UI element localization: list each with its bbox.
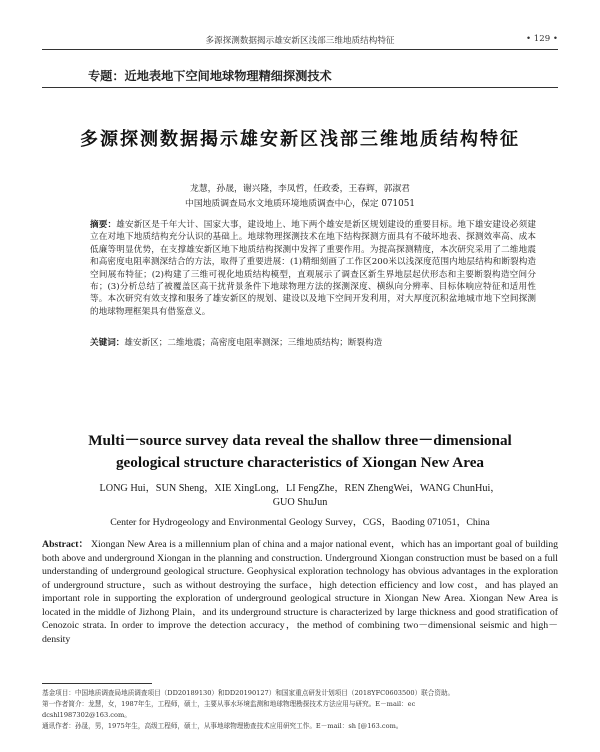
en-title <box>60 430 540 474</box>
cn-abstract <box>90 219 536 318</box>
cn-authors: 龙慧，孙晟，谢兴隆，李凤哲，任政委，王春辉，郭淑君 <box>190 184 410 194</box>
en-authors-line1: LONG Hui，SUN Sheng，XIE XingLong，LI FengZhe，REN ZhengWei，WANG ChunHui， <box>99 483 501 494</box>
cn-keywords-text: 雄安新区；二维地震；高密度电阻率测深；三维地质结构；断裂构造 <box>124 338 383 348</box>
en-authors-line2: GUO ShuJun <box>272 497 328 508</box>
cn-title: 多源探测数据揭示雄安新区浅部三维地质结构特征 <box>80 129 520 150</box>
cn-abstract-label: 摘要： <box>90 220 117 230</box>
cn-affiliation: 中国地质调查局水文地质环境地质调查中心，保定 071051 <box>185 199 415 209</box>
page-number: • 129 • <box>525 34 558 44</box>
cn-keywords <box>90 336 536 348</box>
en-abstract <box>42 538 558 646</box>
footnote-first-author: 第一作者简介：龙慧，女，1987年生，工程师，硕士，主要从事水环境监测和地球物理勘探技术方法应用与研究。E－mail：ec <box>42 700 416 708</box>
en-authors <box>70 482 530 510</box>
cn-abstract-text: 雄安新区是千年大计、国家大事，建设地上、地下两个雄安是新区规划建设的重要目标。地下雄安建设必须建立在对地下地质结构充分认识的基础上。地球物理探测技术在地下结构探测方面具有不破坏地表、探测效率高、成本低廉等明显优势，在支撑雄安新区地下地质结构探测中发挥了重要作用。为提高探测精度，本次研究采用了二维地震和高密度电阻率测深结合的方法，取得了重要进展：(1)精细刻画了工作区200米以浅深度范围内地层结构和断裂构造空间展布特征；(2)构建了三维可视化地质结构模型，直观展示了调查区新生界地层起伏形态和主要断裂构造空间分布；(3)分析总结了被覆盖区高干扰背景条件下地球物理方法的探测深度、横纵向分辨率、目标体响应特征和适用性等。本次研究有效支撑和服务了雄安新区的规划、建设以及地下空间开发利用，对大厚度沉积盆地城市地下空间探测的地球物理框架具有借鉴意义。 <box>90 220 536 317</box>
en-abstract-label: Abstract： <box>42 539 89 550</box>
en-title-line2: geological structure characteristics of Xiongan New Area <box>115 454 485 471</box>
running-head-title: 多源探测数据揭示雄安新区浅部三维地质结构特征 <box>205 36 395 46</box>
column-rule <box>42 87 558 88</box>
footnote-rule <box>42 683 152 684</box>
en-affiliation: Center for Hydrogeology and Environmental Geology Survey，CGS，Baoding 071051，China <box>110 517 490 528</box>
column-label: 专题：近地表地下空间地球物理精细探测技术 <box>88 69 332 83</box>
header-rule <box>42 49 558 50</box>
footnotes <box>42 688 558 732</box>
en-abstract-text: Xiongan New Area is a millennium plan of china and a major national event，which has an important goal of building both above and underground Xiongan in the planning and construction. Underground Xiongan construction must be based on a full understanding of underground geological structure. Geophysical exploration technology has obvious advantages in the exploration of underground structure，such as without destroying the surface，high detection efficiency and low cost，and has played an important role in supporting the exploration of underground geological structure in Xiongan New Area. Xiongan New Area is located in the middle of Jizhong Plain，and its underground structure is characterized by large thickness and good stratification of Cenozoic strata. In order to improve the detection accuracy，the method of combining two－dimensional seismic and high－density <box>42 539 558 645</box>
cn-keywords-label: 关键词： <box>90 338 125 348</box>
footnote-corresponding-author: 通讯作者：孙晟，男，1975年生，高级工程师，硕士，从事地球物理勘查技术应用研究工作。E－mail：sh [@163.com。 <box>42 722 403 730</box>
running-head <box>42 34 558 46</box>
en-title-line1: Multi－source survey data reveal the shallow three－dimensional <box>88 432 512 449</box>
footnote-first-author-email: dcshl1987302@163.com。 <box>42 711 131 719</box>
footnote-funding: 基金项目：中国地质调查局地质调查项目（DD20189130）和DD20190127）和国家重点研发计划项目（2018YFC0603500）联合资助。 <box>42 689 455 697</box>
